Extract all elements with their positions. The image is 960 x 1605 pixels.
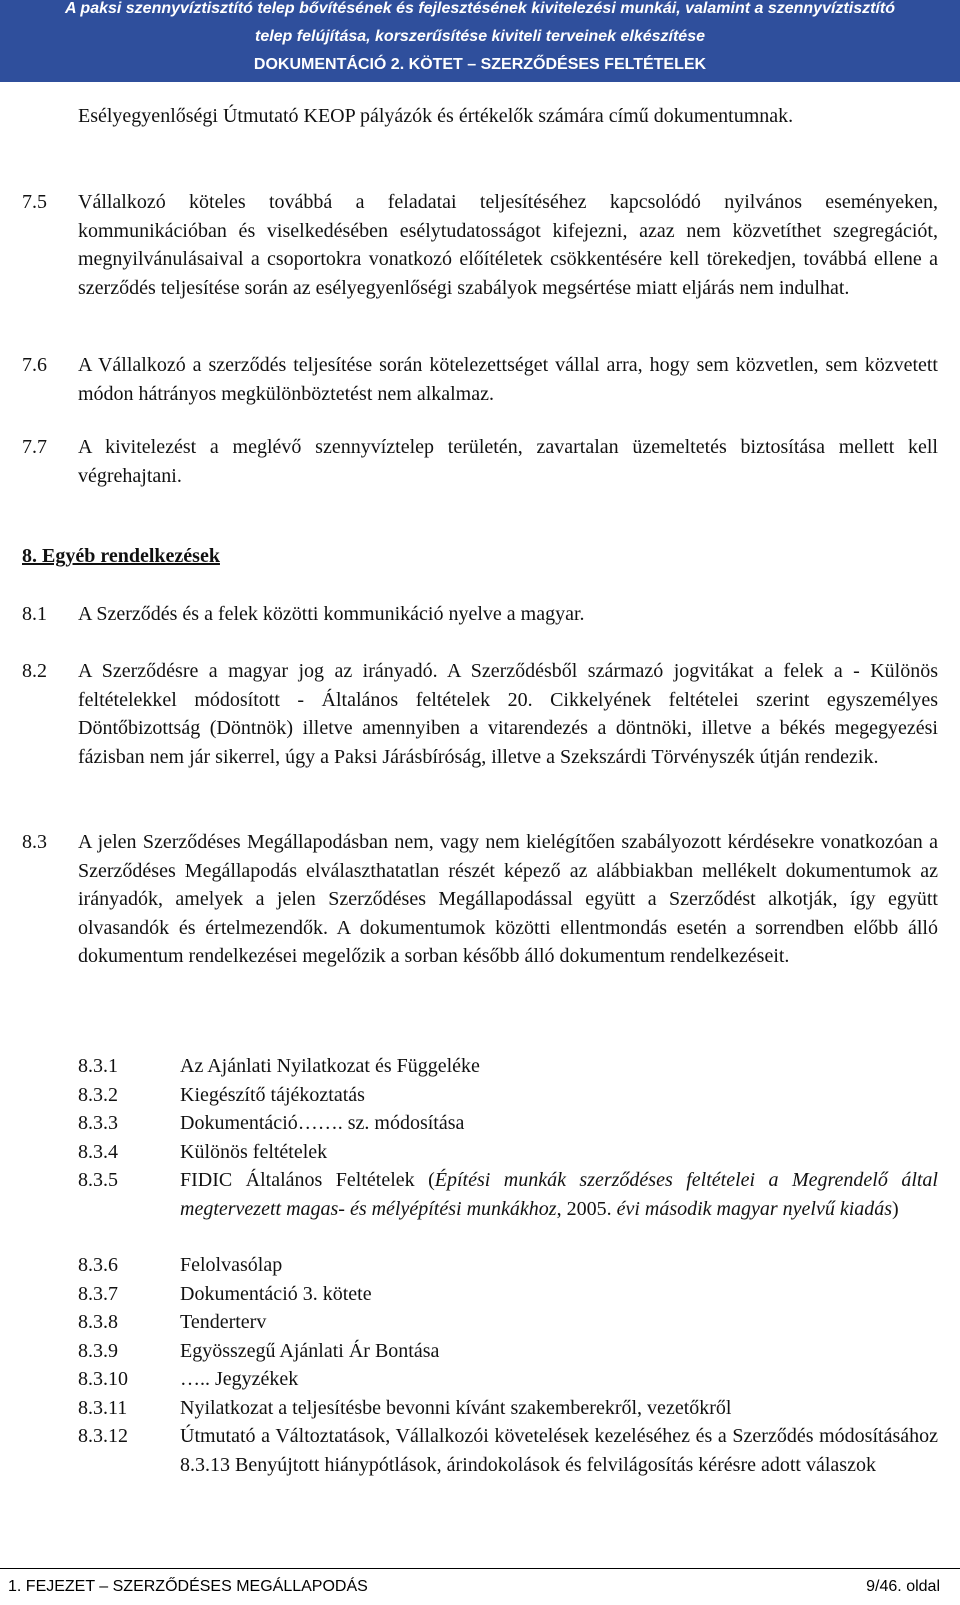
section-number: 8.3 <box>22 831 47 853</box>
header-volume-line: DOKUMENTÁCIÓ 2. KÖTET – SZERZŐDÉSES FELTÉTELEK <box>253 56 707 73</box>
subitem-text: Útmutató a Változtatások, Vállalkozói követelések kezeléséhez és a Szerződés módosításához 8.3.13 Benyújtott hiánypótlások, árindokolások és felvilágosítás kérésre adott válaszok <box>180 1425 938 1476</box>
subitem-number: 8.3.8 <box>78 1311 118 1333</box>
subitem-text: Az Ajánlati Nyilatkozat és Függeléke <box>180 1055 480 1077</box>
subitem-text: Dokumentáció 3. kötete <box>180 1283 372 1305</box>
subitem-number: 8.3.2 <box>78 1084 118 1106</box>
section-text: A jelen Szerződéses Megállapodásban nem, vagy nem kielégítően szabályozott kérdésekre vonatkozóan a Szerződéses Megállapodás elválaszthatatlan részét képező az alábbiakban mellékelt dokumentumok az irányadók, amelyek a jelen Szerződéses Megállapodással együtt a Szerződést alkotják, így együtt olvasandók és értelmezendők. A dokumentumok közötti ellentmondás esetén a sorrendben előbb álló dokumentum rendelkezései megelőzik a sorban később álló dokumentum rendelkezéseit. <box>78 831 938 967</box>
subitem-number: 8.3.5 <box>78 1169 118 1191</box>
fidic-part-a: FIDIC Általános Feltételek ( <box>180 1169 435 1191</box>
footer-page-number: 9/46. oldal <box>866 1578 940 1595</box>
subitem-number: 8.3.6 <box>78 1254 118 1276</box>
section-text: A Vállalkozó a szerződés teljesítése során kötelezettséget vállal arra, hogy sem közvetlen, sem közvetett módon hátrányos megkülönböztetést nem alkalmaz. <box>78 354 938 405</box>
section-text: A Szerződésre a magyar jog az irányadó. A Szerződésből származó jogvitákat a felek a - Különös feltételekkel módosított - Általános feltételek 20. Cikkelyének feltételei szerint egyszemélyes Döntőbizottság (Döntnök) illetve amennyiben a vitarendezés a döntnöki, illetve a békés megegyezési fázisban nem jár sikerrel, úgy a Paksi Járásbíróság, illetve a Szekszárdi Törvényszék útján rendezik. <box>78 660 938 768</box>
subitem-text-fidic <box>180 1166 938 1223</box>
subitem-number: 8.3.4 <box>78 1141 118 1163</box>
subitem-text: Nyilatkozat a teljesítésbe bevonni kívánt szakemberekről, vezetőkről <box>180 1397 732 1419</box>
subitem-text: Egyösszegű Ajánlati Ár Bontása <box>180 1340 440 1362</box>
subitem-text: Különös feltételek <box>180 1141 328 1163</box>
subitem-text: ….. Jegyzékek <box>180 1368 299 1390</box>
section-number: 8.1 <box>22 603 47 625</box>
subitem-number: 8.3.3 <box>78 1112 118 1134</box>
subitem-number: 8.3.9 <box>78 1340 118 1362</box>
section-8-heading: 8. Egyéb rendelkezések <box>22 545 220 567</box>
section-number: 7.5 <box>22 191 47 213</box>
section-number: 7.7 <box>22 436 47 458</box>
subitem-text: Felolvasólap <box>180 1254 283 1276</box>
section-number: 7.6 <box>22 354 47 376</box>
subitem-number: 8.3.11 <box>78 1397 128 1419</box>
fidic-part-b: Építési munkák szerződéses feltételei a Megrendelő által megtervezett magas- és mélyépítési munkákhoz <box>180 1169 938 1220</box>
subitem-text: Kiegészítő tájékoztatás <box>180 1084 365 1106</box>
section-text: A Szerződés és a felek közötti kommunikáció nyelve a magyar. <box>78 603 585 625</box>
subitem-number: 8.3.12 <box>78 1425 128 1447</box>
subitem-number: 8.3.1 <box>78 1055 118 1077</box>
fidic-part-e: ) <box>892 1197 899 1220</box>
header-title-line-1: A paksi szennyvíztisztító telep bővítésének és fejlesztésének kivitelezési munkái, valamint a szennyvíztisztító <box>65 0 895 17</box>
intro-paragraph: Esélyegyenlőségi Útmutató KEOP pályázók és értékelők számára című dokumentumnak. <box>78 105 794 127</box>
subitem-text: Tenderterv <box>180 1311 267 1333</box>
fidic-part-d: évi második magyar nyelvű kiadás <box>616 1197 893 1220</box>
header-title-line-2: telep felújítása, korszerűsítése kiviteli terveinek elkészítése <box>254 28 705 45</box>
section-number: 8.2 <box>22 660 47 682</box>
section-text: Vállalkozó köteles továbbá a feladatai teljesítéséhez kapcsolódó nyilvános eseményeken, kommunikációban és viselkedésében esélytudatosságot kifejezni, azaz nem közvetíthet szegregációt, megnyilvánulásaival a csoportokra vonatkozó előítéletek csökkentésére kell törekedjen, továbbá ellene a szerződés teljesítése során az esélyegyenlőségi szabályok megsértése miatt eljárás nem indulhat. <box>78 191 938 299</box>
footer-chapter: 1. FEJEZET – SZERZŐDÉSES MEGÁLLAPODÁS <box>8 1578 368 1595</box>
subitem-number: 8.3.7 <box>78 1283 118 1305</box>
subitem-number: 8.3.10 <box>78 1368 128 1390</box>
footer-divider <box>0 1568 960 1569</box>
section-text: A kivitelezést a meglévő szennyvíztelep területén, zavartalan üzemeltetés biztosítása mellett kell végrehajtani. <box>78 436 938 487</box>
fidic-part-c: , 2005. <box>556 1197 617 1220</box>
subitem-text: Dokumentáció……. sz. módosítása <box>180 1112 465 1134</box>
